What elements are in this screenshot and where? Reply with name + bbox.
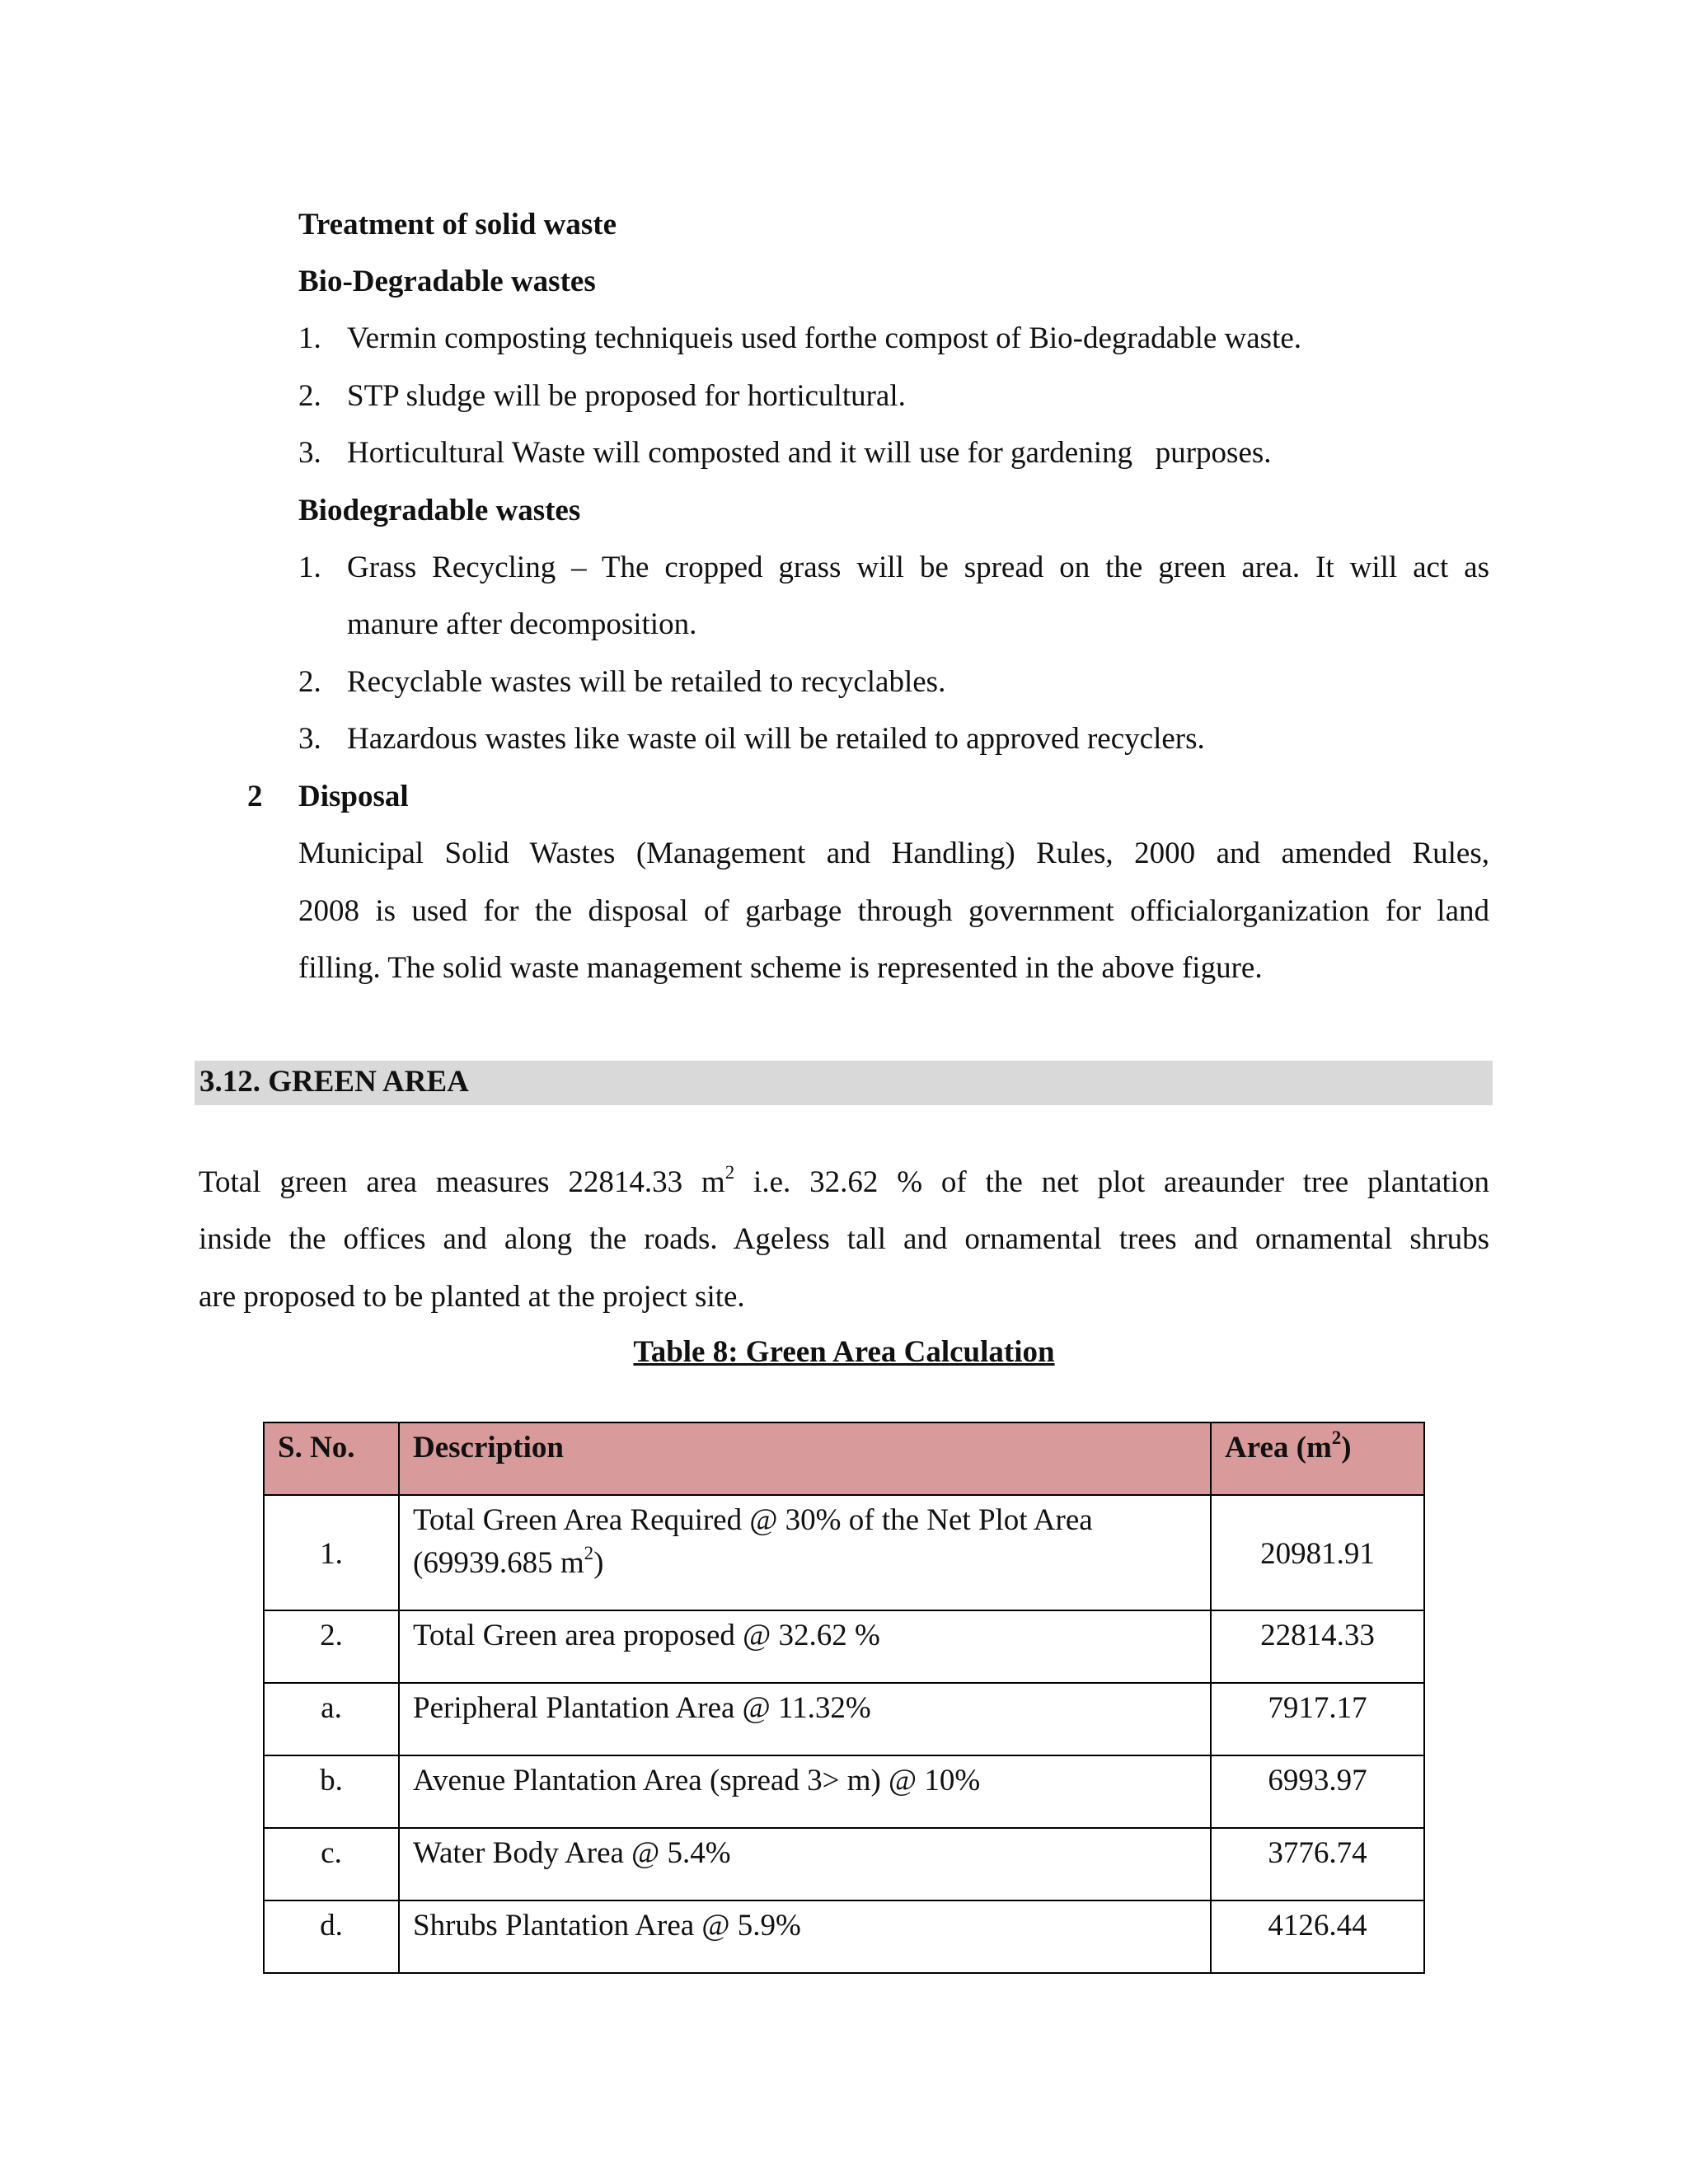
cell-description: Shrubs Plantation Area @ 5.9% [399, 1900, 1211, 1973]
cell-sno: 1. [264, 1495, 399, 1610]
column-header-area [1211, 1422, 1424, 1495]
cell-sno: 2. [264, 1610, 399, 1683]
cell-area: 7917.17 [1211, 1683, 1424, 1755]
cell-text [413, 1542, 1197, 1585]
paragraph-line [199, 1164, 1489, 1202]
cell-description: Peripheral Plantation Area @ 11.32% [399, 1683, 1211, 1755]
cell-description: Total Green area proposed @ 32.62 % [399, 1610, 1211, 1683]
subheading-disposal: Disposal [298, 780, 409, 813]
paragraph-line: are proposed to be planted at the project site. [199, 1280, 745, 1314]
list-item-number: 2. [298, 379, 321, 413]
column-header-description: Description [399, 1422, 1211, 1495]
list-item-text-continued: manure after decomposition. [347, 607, 697, 641]
superscript: 2 [1331, 1427, 1342, 1449]
paragraph-line: 2008 is used for the disposal of garbage through government officialorganization for land [298, 894, 1489, 928]
list-item-number: 2. [298, 665, 321, 699]
superscript: 2 [584, 1543, 594, 1564]
list-item-text: Vermin composting techniqueis used forthe compost of Bio-degradable waste. [347, 321, 1302, 355]
cell-text-part: ) [593, 1546, 604, 1580]
list-item-text: Horticultural Waste will composted and it will use for gardening purposes. [347, 436, 1272, 470]
paragraph-text: Total green area measures 22814.33 m [199, 1165, 725, 1199]
cell-description [399, 1495, 1211, 1610]
table-header-row [264, 1422, 1424, 1495]
subheading-bio-degradable: Bio-Degradable wastes [298, 265, 596, 298]
section-heading-band [195, 1061, 1493, 1105]
table-caption: Table 8: Green Area Calculation [633, 1335, 1055, 1369]
cell-description: Water Body Area @ 5.4% [399, 1828, 1211, 1900]
cell-area: 3776.74 [1211, 1828, 1424, 1900]
list-item-text: Grass Recycling – The cropped grass will be spread on the green area. It will act as [347, 551, 1489, 584]
cell-area: 6993.97 [1211, 1755, 1424, 1828]
section-title-green-area: 3.12. GREEN AREA [199, 1065, 469, 1099]
paragraph-text: i.e. 32.62 % of the net plot areaunder tree plantation [734, 1165, 1489, 1199]
list-item-text: Hazardous wastes like waste oil will be retailed to approved recyclers. [347, 722, 1205, 756]
header-text: Area (m [1225, 1431, 1332, 1465]
list-item-number: 3. [298, 436, 321, 470]
table-row [264, 1828, 1424, 1900]
list-item-number: 3. [298, 722, 321, 756]
cell-sno: c. [264, 1828, 399, 1900]
table-row [264, 1900, 1424, 1973]
cell-area: 4126.44 [1211, 1900, 1424, 1973]
table-row [264, 1683, 1424, 1755]
list-item-text: Recyclable wastes will be retailed to recyclables. [347, 665, 946, 699]
cell-sno: b. [264, 1755, 399, 1828]
table-row [264, 1495, 1424, 1610]
cell-area: 22814.33 [1211, 1610, 1424, 1683]
disposal-number: 2 [247, 780, 263, 813]
paragraph-line: inside the offices and along the roads. Ageless tall and ornamental trees and ornamental shrubs [199, 1222, 1489, 1256]
section-heading-treatment: Treatment of solid waste [298, 208, 617, 241]
cell-text-part: (69939.685 m [413, 1546, 584, 1580]
table-row [264, 1610, 1424, 1683]
list-item-number: 1. [298, 321, 321, 355]
cell-sno: a. [264, 1683, 399, 1755]
list-item-text: STP sludge will be proposed for horticultural. [347, 379, 906, 413]
subheading-biodegradable: Biodegradable wastes [298, 494, 581, 527]
paragraph-line: filling. The solid waste management scheme is represented in the above figure. [298, 951, 1263, 985]
header-text: ) [1341, 1431, 1352, 1465]
superscript: 2 [724, 1162, 735, 1183]
cell-sno: d. [264, 1900, 399, 1973]
paragraph-line: Municipal Solid Wastes (Management and Handling) Rules, 2000 and amended Rules, [298, 837, 1489, 870]
cell-text: Total Green Area Required @ 30% of the Net Plot Area [413, 1503, 1093, 1537]
list-item-number: 1. [298, 551, 321, 584]
table-row [264, 1755, 1424, 1828]
green-area-table [263, 1422, 1425, 1974]
cell-description: Avenue Plantation Area (spread 3> m) @ 10% [399, 1755, 1211, 1828]
cell-area: 20981.91 [1211, 1495, 1424, 1610]
column-header-sno: S. No. [264, 1422, 399, 1495]
